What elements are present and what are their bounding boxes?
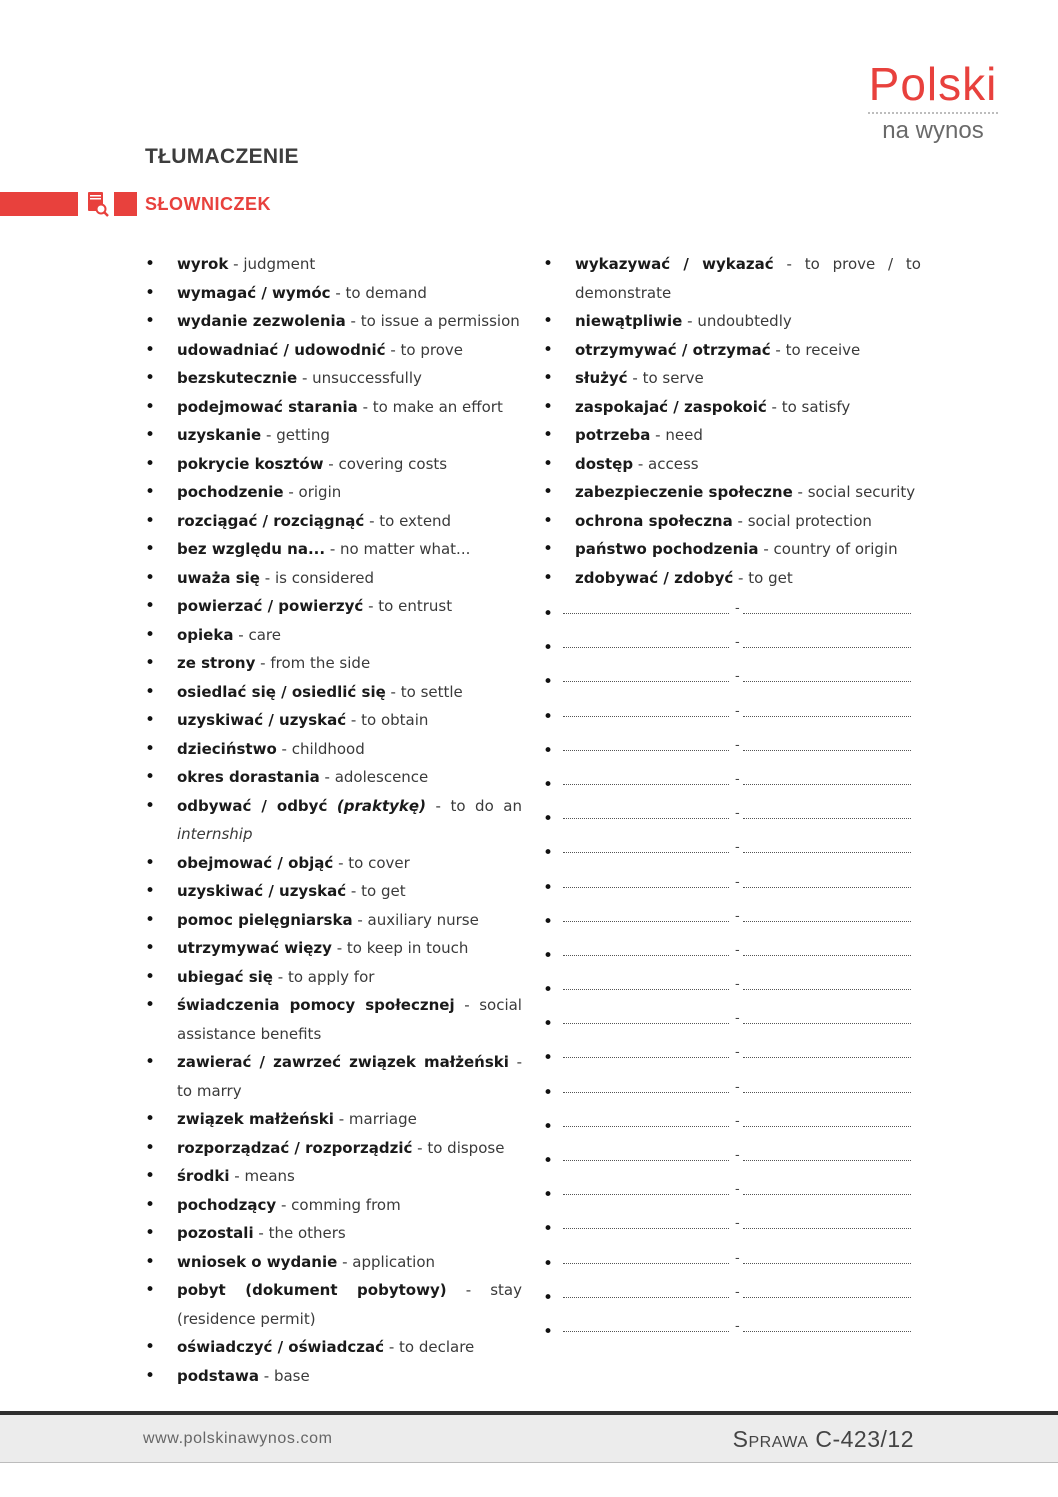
blank-term-line: [563, 1297, 729, 1298]
term-note: (praktykę): [336, 796, 426, 815]
definition: auxiliary nurse: [367, 910, 479, 929]
list-item: [145, 1134, 522, 1163]
definition: to declare: [399, 1338, 475, 1356]
definition: to keep in touch: [346, 939, 469, 957]
definition: to extend: [379, 511, 452, 530]
list-item: [145, 535, 522, 564]
blank-term-line: [563, 989, 729, 990]
separator: -: [277, 967, 284, 986]
definition: from the side: [270, 654, 371, 672]
definition: need: [665, 426, 703, 444]
separator: -: [238, 625, 244, 644]
list-item: [543, 535, 921, 564]
separator: -: [771, 397, 777, 416]
definition: is considered: [274, 568, 374, 587]
term: ubiegać się: [177, 967, 273, 986]
definition-note: internship: [177, 825, 253, 843]
definition: to receive: [785, 340, 861, 359]
separator: -: [775, 340, 781, 359]
blank-definition-line: [743, 1092, 911, 1093]
separator: -: [369, 511, 375, 530]
list-item: [145, 1219, 522, 1248]
blank-term-line: [563, 921, 729, 922]
definition: social protection: [747, 511, 872, 530]
footer-bottom-rule: [0, 1462, 1058, 1463]
term: potrzeba: [575, 426, 651, 444]
list-item: [543, 421, 921, 450]
blank-entry: [543, 1077, 921, 1111]
separator: • -: [735, 737, 740, 753]
term: ochrona społeczna: [575, 511, 733, 530]
separator: • -: [735, 908, 740, 924]
term: służyć: [575, 369, 628, 387]
blank-term-line: [563, 852, 729, 853]
list-item: [145, 877, 522, 906]
blank-definition-line: [743, 852, 911, 853]
list-item: [145, 336, 522, 365]
blank-term-line: [563, 1092, 729, 1093]
list-item: [543, 478, 921, 507]
blank-definition-line: [743, 716, 911, 717]
blank-term-line: [563, 1331, 729, 1332]
term: pokrycie kosztów: [177, 454, 324, 473]
blank-definition-line: [743, 1057, 911, 1058]
blank-term-line: [563, 1160, 729, 1161]
list-item: [543, 364, 921, 393]
section-title: SŁOWNICZEK: [145, 194, 271, 214]
list-item: [145, 649, 522, 678]
separator: -: [234, 1167, 240, 1185]
blank-definition-line: [743, 1126, 911, 1127]
blank-entries-list: [543, 598, 921, 1350]
separator: • -: [735, 1011, 740, 1027]
vocabulary-list-right: [543, 250, 921, 592]
separator: -: [738, 568, 744, 587]
blank-term-line: [563, 1126, 729, 1127]
separator: • -: [735, 703, 740, 719]
term: wymagać / wymóc: [177, 283, 331, 302]
list-item: [145, 421, 522, 450]
list-item: [145, 991, 522, 1048]
list-item: [543, 564, 921, 593]
separator: -: [357, 910, 363, 929]
blank-entry: [543, 1145, 921, 1179]
list-item: [145, 364, 522, 393]
separator: -: [335, 283, 341, 302]
blank-term-line: [563, 750, 729, 751]
blank-definition-line: [743, 887, 911, 888]
term: wykazywać / wykazać: [575, 255, 774, 273]
blank-term-line: [563, 784, 729, 785]
list-item: [145, 1276, 522, 1333]
term: bezskutecznie: [177, 369, 298, 387]
blank-entry: [543, 1316, 921, 1350]
blank-entry: [543, 1008, 921, 1042]
separator: -: [687, 312, 693, 330]
separator: -: [797, 483, 803, 501]
definition: to settle: [400, 682, 463, 701]
definition: access: [648, 454, 699, 473]
vocabulary-list-left: [145, 250, 522, 1390]
separator: -: [737, 511, 743, 530]
separator: -: [350, 882, 357, 900]
definition: to apply for: [287, 967, 375, 986]
definition: stay (residence permit): [177, 1281, 522, 1328]
definition: to get: [361, 882, 406, 900]
blank-definition-line: [743, 613, 911, 614]
blank-definition-line: [743, 1194, 911, 1195]
separator: -: [280, 1195, 287, 1214]
blank-entry: [543, 1042, 921, 1076]
definition: to issue a permission: [360, 312, 520, 330]
separator: -: [328, 454, 334, 473]
term: podejmować starania: [177, 397, 358, 416]
separator: • -: [735, 1045, 740, 1061]
separator: -: [390, 340, 396, 359]
definition: undoubtedly: [697, 312, 792, 330]
term: powierzać / powierzyć: [177, 597, 364, 615]
separator: -: [264, 568, 271, 587]
term: świadczenia pomocy społecznej: [177, 996, 455, 1014]
definition: to serve: [642, 369, 704, 387]
definition: to demand: [345, 283, 427, 302]
term: zawierać / zawrzeć związek małżeński: [177, 1053, 509, 1071]
logo-divider: [868, 112, 998, 114]
list-item: [145, 507, 522, 536]
list-item: [543, 307, 921, 336]
blank-entry: [543, 872, 921, 906]
term: okres dorastania: [177, 768, 320, 786]
blank-definition-line: [743, 681, 911, 682]
list-item: [543, 393, 921, 422]
definition: covering costs: [338, 454, 448, 473]
definition: adolescence: [334, 768, 429, 786]
term: odbywać / odbyć: [177, 796, 328, 815]
list-item: [543, 450, 921, 479]
blank-term-line: [563, 1023, 729, 1024]
footer-case-number: Sprawa C-423/12: [732, 1426, 914, 1452]
separator: • -: [735, 771, 740, 787]
blank-entry: [543, 974, 921, 1008]
blank-definition-line: [743, 1263, 911, 1264]
list-item: [145, 621, 522, 650]
definition: care: [248, 625, 281, 644]
blank-entry: [543, 940, 921, 974]
separator: • -: [735, 601, 740, 616]
blank-definition-line: [743, 1297, 911, 1298]
section-accent-block: [114, 192, 137, 216]
separator: -: [288, 483, 294, 501]
list-item: [145, 1333, 522, 1362]
term: obejmować / objąć: [177, 853, 334, 872]
term: pozostali: [177, 1224, 254, 1242]
separator: -: [417, 1138, 423, 1157]
blank-entry: [543, 632, 921, 666]
blank-term-line: [563, 1194, 729, 1195]
definition: the others: [268, 1224, 346, 1242]
term: zabezpieczenie społeczne: [575, 483, 793, 501]
blank-definition-line: [743, 989, 911, 990]
definition: to obtain: [361, 711, 429, 729]
logo-sub: na wynos: [882, 117, 984, 144]
list-item: [543, 507, 921, 536]
blank-definition-line: [743, 1228, 911, 1229]
separator: -: [516, 1053, 522, 1071]
blank-definition-line: [743, 818, 911, 819]
blank-term-line: [563, 1228, 729, 1229]
list-item: [145, 1162, 522, 1191]
list-item: [145, 450, 522, 479]
blank-term-line: [563, 613, 729, 614]
separator: -: [464, 996, 470, 1014]
term: pochodzący: [177, 1195, 277, 1214]
term: zdobywać / zdobyć: [575, 568, 734, 587]
logo-main: Polski: [868, 58, 998, 110]
definition: means: [244, 1167, 295, 1185]
term: rozporządzać / rozporządzić: [177, 1138, 413, 1157]
separator: -: [435, 796, 441, 815]
definition: social security: [807, 483, 916, 501]
list-item: [543, 336, 921, 365]
list-item: [145, 307, 522, 336]
term: wniosek o wydanie: [177, 1252, 338, 1271]
list-item: [145, 763, 522, 792]
blank-entry: [543, 701, 921, 735]
definition: to do an: [450, 796, 522, 815]
term: państwo pochodzenia: [575, 540, 759, 558]
term: udowadniać / udowodnić: [177, 340, 386, 359]
list-item: [145, 250, 522, 279]
list-item: [145, 849, 522, 878]
term: środki: [177, 1167, 230, 1185]
blank-entry: [543, 837, 921, 871]
list-item: [145, 1191, 522, 1220]
separator: • -: [735, 977, 740, 993]
separator: • -: [735, 635, 740, 651]
separator: -: [233, 255, 239, 273]
definition: to get: [748, 568, 793, 587]
separator: • -: [735, 942, 740, 958]
logo: [868, 58, 998, 144]
separator: • -: [735, 1284, 740, 1300]
term: uzyskiwać / uzyskać: [177, 711, 347, 729]
blank-entry: [543, 1111, 921, 1145]
term: ze strony: [177, 654, 256, 672]
definition: origin: [298, 483, 342, 501]
term: rozciągać / rozciągnąć: [177, 511, 365, 530]
list-item: [145, 478, 522, 507]
term: uważa się: [177, 568, 260, 587]
separator: • -: [735, 1113, 740, 1129]
separator: -: [786, 255, 792, 273]
definition: no matter what...: [340, 540, 471, 558]
blank-entry: [543, 735, 921, 769]
blank-definition-line: [743, 750, 911, 751]
term: pomoc pielęgniarska: [177, 910, 353, 929]
definition: unsuccessfully: [312, 369, 422, 387]
list-item: [145, 735, 522, 764]
separator: • -: [735, 1250, 740, 1266]
blank-definition-line: [743, 1160, 911, 1161]
footer-url: www.polskinawynos.com: [143, 1430, 333, 1447]
blank-definition-line: [743, 921, 911, 922]
blank-definition-line: [743, 1023, 911, 1024]
definition: to prove: [400, 340, 463, 359]
list-item: [145, 706, 522, 735]
separator: • -: [735, 874, 740, 890]
term: niewątpliwie: [575, 312, 683, 330]
definition: to prove / to demonstrate: [575, 255, 921, 302]
term: zaspokajać / zaspokoić: [575, 397, 767, 416]
list-item: [145, 792, 522, 849]
separator: -: [301, 369, 308, 387]
separator: -: [266, 426, 272, 444]
separator: -: [465, 1281, 472, 1299]
list-item: [145, 393, 522, 422]
term: pochodzenie: [177, 483, 284, 501]
separator: • -: [735, 1148, 740, 1163]
definition: getting: [276, 426, 330, 444]
blank-definition-line: [743, 647, 911, 648]
separator: • -: [735, 1079, 740, 1095]
list-item: [145, 1048, 522, 1105]
list-item: [145, 906, 522, 935]
separator: -: [637, 454, 644, 473]
blank-definition-line: [743, 784, 911, 785]
list-item: [145, 564, 522, 593]
term: dzieciństwo: [177, 739, 277, 758]
definition: judgment: [243, 255, 316, 273]
separator: -: [350, 312, 356, 330]
separator: -: [342, 1252, 348, 1271]
separator: -: [260, 654, 266, 672]
separator: -: [338, 1110, 345, 1128]
term: uzyskanie: [177, 426, 262, 444]
separator: -: [281, 739, 287, 758]
separator: • -: [735, 1182, 740, 1198]
blank-entry: [543, 666, 921, 700]
term: wydanie zezwolenia: [177, 312, 346, 330]
blank-entry: [543, 1248, 921, 1282]
separator: -: [336, 939, 343, 957]
list-item: [145, 592, 522, 621]
blank-entry: [543, 1213, 921, 1247]
separator: • -: [735, 840, 740, 856]
blank-definition-line: [743, 955, 911, 956]
list-item: [145, 1362, 522, 1391]
blank-term-line: [563, 647, 729, 648]
term: otrzymywać / otrzymać: [575, 340, 771, 359]
definition: to cover: [348, 853, 410, 872]
definition: country of origin: [773, 540, 898, 558]
separator: • -: [735, 1318, 740, 1334]
blank-term-line: [563, 1057, 729, 1058]
definition: application: [352, 1252, 436, 1271]
separator: • -: [735, 806, 740, 822]
blank-term-line: [563, 818, 729, 819]
term: uzyskiwać / uzyskać: [177, 882, 347, 900]
separator: -: [390, 682, 396, 701]
separator: -: [655, 426, 661, 444]
definition: to entrust: [378, 597, 453, 615]
list-item: [145, 678, 522, 707]
definition: comming from: [291, 1195, 401, 1214]
blank-entry: [543, 769, 921, 803]
term: wyrok: [177, 255, 229, 273]
separator: -: [632, 369, 638, 387]
separator: -: [350, 711, 357, 729]
blank-term-line: [563, 716, 729, 717]
separator: -: [388, 1338, 395, 1356]
list-item: [145, 279, 522, 308]
separator: -: [368, 597, 374, 615]
page-title: TŁUMACZENIE: [145, 145, 299, 168]
blank-entry: [543, 1179, 921, 1213]
blank-entry: [543, 1282, 921, 1316]
separator: • -: [735, 669, 740, 685]
separator: • -: [735, 1216, 740, 1232]
definition: childhood: [291, 739, 365, 758]
term: osiedlać się / osiedlić się: [177, 682, 386, 701]
list-item: [543, 250, 921, 307]
term: opieka: [177, 625, 234, 644]
list-item: [145, 1105, 522, 1134]
separator: -: [324, 768, 330, 786]
term: bez względu na...: [177, 540, 326, 558]
book-search-icon: [86, 190, 110, 217]
separator: -: [329, 540, 336, 558]
term: utrzymywać więzy: [177, 939, 332, 957]
separator: -: [263, 1366, 270, 1385]
section-accent-bar: [0, 192, 78, 216]
blank-term-line: [563, 1263, 729, 1264]
blank-entry: [543, 803, 921, 837]
term: dostęp: [575, 454, 634, 473]
separator: -: [763, 540, 769, 558]
separator: -: [258, 1224, 264, 1242]
definition: social assistance benefits: [177, 996, 522, 1043]
definition: to dispose: [427, 1138, 505, 1157]
definition: to make an effort: [372, 397, 503, 416]
definition: base: [273, 1366, 310, 1385]
blank-term-line: [563, 955, 729, 956]
term: pobyt (dokument pobytowy): [177, 1281, 447, 1299]
list-item: [145, 934, 522, 963]
list-item: [145, 963, 522, 992]
definition: to satisfy: [781, 397, 851, 416]
term: podstawa: [177, 1366, 259, 1385]
definition: to marry: [177, 1081, 242, 1100]
separator: -: [362, 397, 369, 416]
term: oświadczyć / oświadczać: [177, 1338, 385, 1356]
separator: -: [338, 853, 344, 872]
list-item: [145, 1248, 522, 1277]
blank-term-line: [563, 681, 729, 682]
blank-definition-line: [743, 1331, 911, 1332]
term: związek małżeński: [177, 1110, 334, 1128]
definition: marriage: [348, 1110, 417, 1128]
blank-entry: [543, 598, 921, 632]
blank-entry: [543, 906, 921, 940]
blank-term-line: [563, 887, 729, 888]
